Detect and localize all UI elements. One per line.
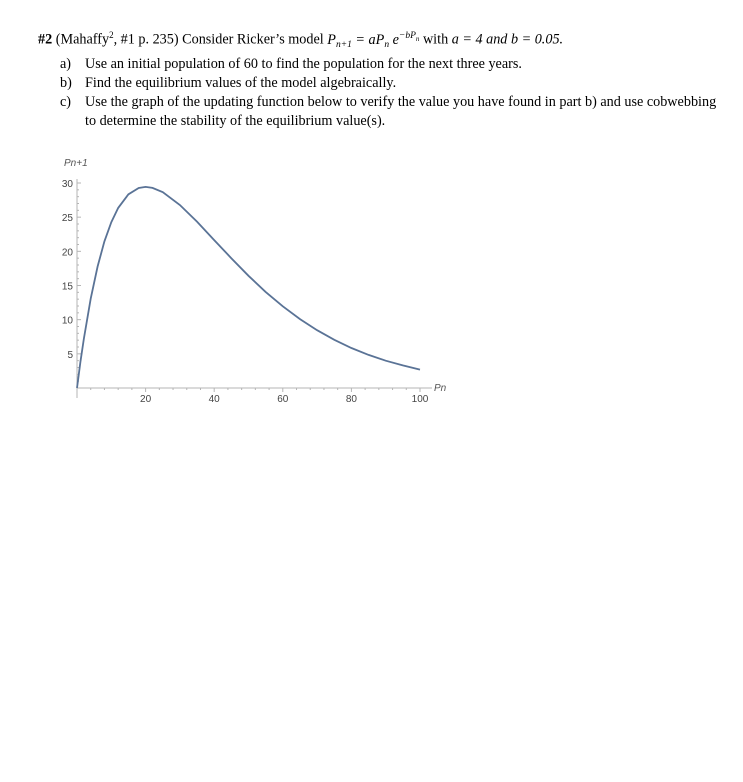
model-eq: = aP bbox=[351, 31, 385, 48]
x-tick-label: 20 bbox=[140, 394, 152, 405]
x-tick-label: 60 bbox=[277, 394, 289, 405]
model-lhs: P bbox=[327, 31, 336, 48]
x-axis-label: Pn bbox=[434, 383, 447, 394]
y-tick-label: 30 bbox=[61, 179, 73, 190]
problem-number: #2 bbox=[38, 31, 53, 48]
footnote-marker: 2 bbox=[109, 30, 114, 40]
model-params: a = 4 and b = 0.05. bbox=[451, 31, 564, 48]
part-text: Use the graph of the updating function below to verify the value you have found in part b) and use cobwebbing to determine the stability of the equilibrium value(s). bbox=[85, 93, 717, 129]
source-open: (Mahaffy bbox=[52, 31, 110, 48]
part-label: c) bbox=[60, 93, 72, 110]
x-tick-label: 80 bbox=[345, 394, 357, 405]
model-lhs-sub: n+1 bbox=[335, 39, 352, 50]
part-label: a) bbox=[60, 55, 72, 72]
with-text: with bbox=[419, 31, 452, 48]
y-tick-label: 25 bbox=[61, 213, 73, 225]
model-exp-base: e bbox=[389, 31, 399, 48]
part-text: Use an initial population of 60 to find the population for the next three years. bbox=[85, 55, 522, 72]
chart-tick-labels bbox=[62, 179, 429, 405]
part-label: b) bbox=[60, 74, 72, 91]
model-exp-sub: n bbox=[415, 34, 420, 43]
y-tick-label: 15 bbox=[61, 281, 73, 293]
chart-axes bbox=[77, 179, 432, 398]
x-tick-label: 100 bbox=[411, 394, 429, 405]
y-tick-label: 10 bbox=[61, 315, 73, 327]
part-text: Find the equilibrium values of the model algebraically. bbox=[85, 74, 397, 91]
y-axis-label: Pn+1 bbox=[64, 158, 88, 169]
source-rest: , #1 p. 235) Consider Ricker’s model bbox=[113, 31, 328, 48]
model-rhs-sub: n bbox=[384, 39, 390, 50]
y-tick-label: 20 bbox=[61, 247, 73, 259]
updating-function-curve bbox=[77, 187, 420, 388]
x-tick-label: 40 bbox=[208, 394, 220, 405]
model-exp: −bP bbox=[398, 30, 416, 41]
y-tick-label: 5 bbox=[67, 349, 73, 361]
chart-ticks bbox=[77, 183, 420, 392]
